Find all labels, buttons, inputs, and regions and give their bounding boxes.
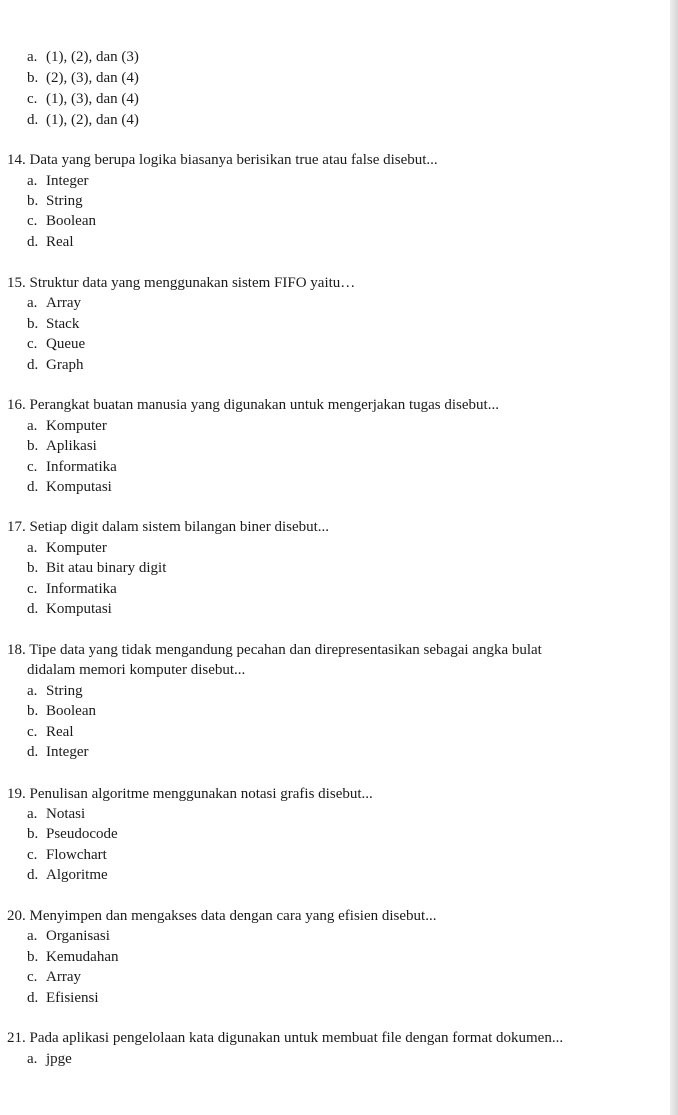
q15-option-c[interactable]: c. Queue: [27, 336, 86, 352]
q18-option-b[interactable]: b. Boolean: [27, 703, 96, 719]
q20-option-a[interactable]: a. Organisasi: [27, 928, 110, 944]
q17-option-c[interactable]: c. Informatika: [27, 581, 117, 597]
q16-option-a[interactable]: a. Komputer: [27, 418, 107, 434]
q20-option-d[interactable]: d. Efisiensi: [27, 990, 99, 1006]
q18-option-c[interactable]: c. Real: [27, 724, 74, 740]
q16-option-d[interactable]: d. Komputasi: [27, 479, 112, 495]
q15-option-b[interactable]: b. Stack: [27, 316, 80, 332]
q16-option-b[interactable]: b. Aplikasi: [27, 438, 97, 454]
q14-option-a[interactable]: a. Integer: [27, 173, 89, 189]
question-19-text: 19. Penulisan algoritme menggunakan notasi grafis disebut...: [7, 786, 373, 802]
question-18-text-cont: didalam memori komputer disebut...: [27, 662, 246, 678]
q18-option-d[interactable]: d. Integer: [27, 744, 89, 760]
q21-option-a[interactable]: a. jpge: [27, 1051, 72, 1067]
q19-option-b[interactable]: b. Pseudocode: [27, 826, 118, 842]
q14-option-d[interactable]: d. Real: [27, 234, 74, 250]
question-20-text: 20. Menyimpen dan mengakses data dengan cara yang efisien disebut...: [7, 908, 437, 924]
q16-option-c[interactable]: c. Informatika: [27, 459, 117, 475]
q14-option-c[interactable]: c. Boolean: [27, 213, 96, 229]
question-17-text: 17. Setiap digit dalam sistem bilangan biner disebut...: [7, 519, 330, 535]
question-15-text: 15. Struktur data yang menggunakan sistem FIFO yaitu…: [7, 275, 356, 291]
prev-option-d[interactable]: d. (1), (2), dan (4): [27, 112, 139, 128]
page-edge-shadow: [670, 0, 678, 1115]
question-21-text: 21. Pada aplikasi pengelolaan kata digunakan untuk membuat file dengan format dokumen...: [7, 1030, 564, 1046]
q19-option-a[interactable]: a. Notasi: [27, 806, 86, 822]
q17-option-b[interactable]: b. Bit atau binary digit: [27, 560, 167, 576]
question-18-text: 18. Tipe data yang tidak mengandung pecahan dan direpresentasikan sebagai angka bulat: [7, 642, 542, 658]
q20-option-b[interactable]: b. Kemudahan: [27, 949, 119, 965]
question-16-text: 16. Perangkat buatan manusia yang digunakan untuk mengerjakan tugas disebut...: [7, 397, 499, 413]
q19-option-c[interactable]: c. Flowchart: [27, 847, 107, 863]
q15-option-d[interactable]: d. Graph: [27, 357, 84, 373]
q15-option-a[interactable]: a. Array: [27, 295, 81, 311]
prev-option-a[interactable]: a. (1), (2), dan (3): [27, 49, 139, 65]
q18-option-a[interactable]: a. String: [27, 683, 83, 699]
question-14-text: 14. Data yang berupa logika biasanya berisikan true atau false disebut...: [7, 152, 438, 168]
q17-option-a[interactable]: a. Komputer: [27, 540, 107, 556]
q17-option-d[interactable]: d. Komputasi: [27, 601, 112, 617]
prev-option-b[interactable]: b. (2), (3), dan (4): [27, 70, 139, 86]
q14-option-b[interactable]: b. String: [27, 193, 83, 209]
q19-option-d[interactable]: d. Algoritme: [27, 867, 108, 883]
prev-option-c[interactable]: c. (1), (3), dan (4): [27, 91, 139, 107]
q20-option-c[interactable]: c. Array: [27, 969, 81, 985]
